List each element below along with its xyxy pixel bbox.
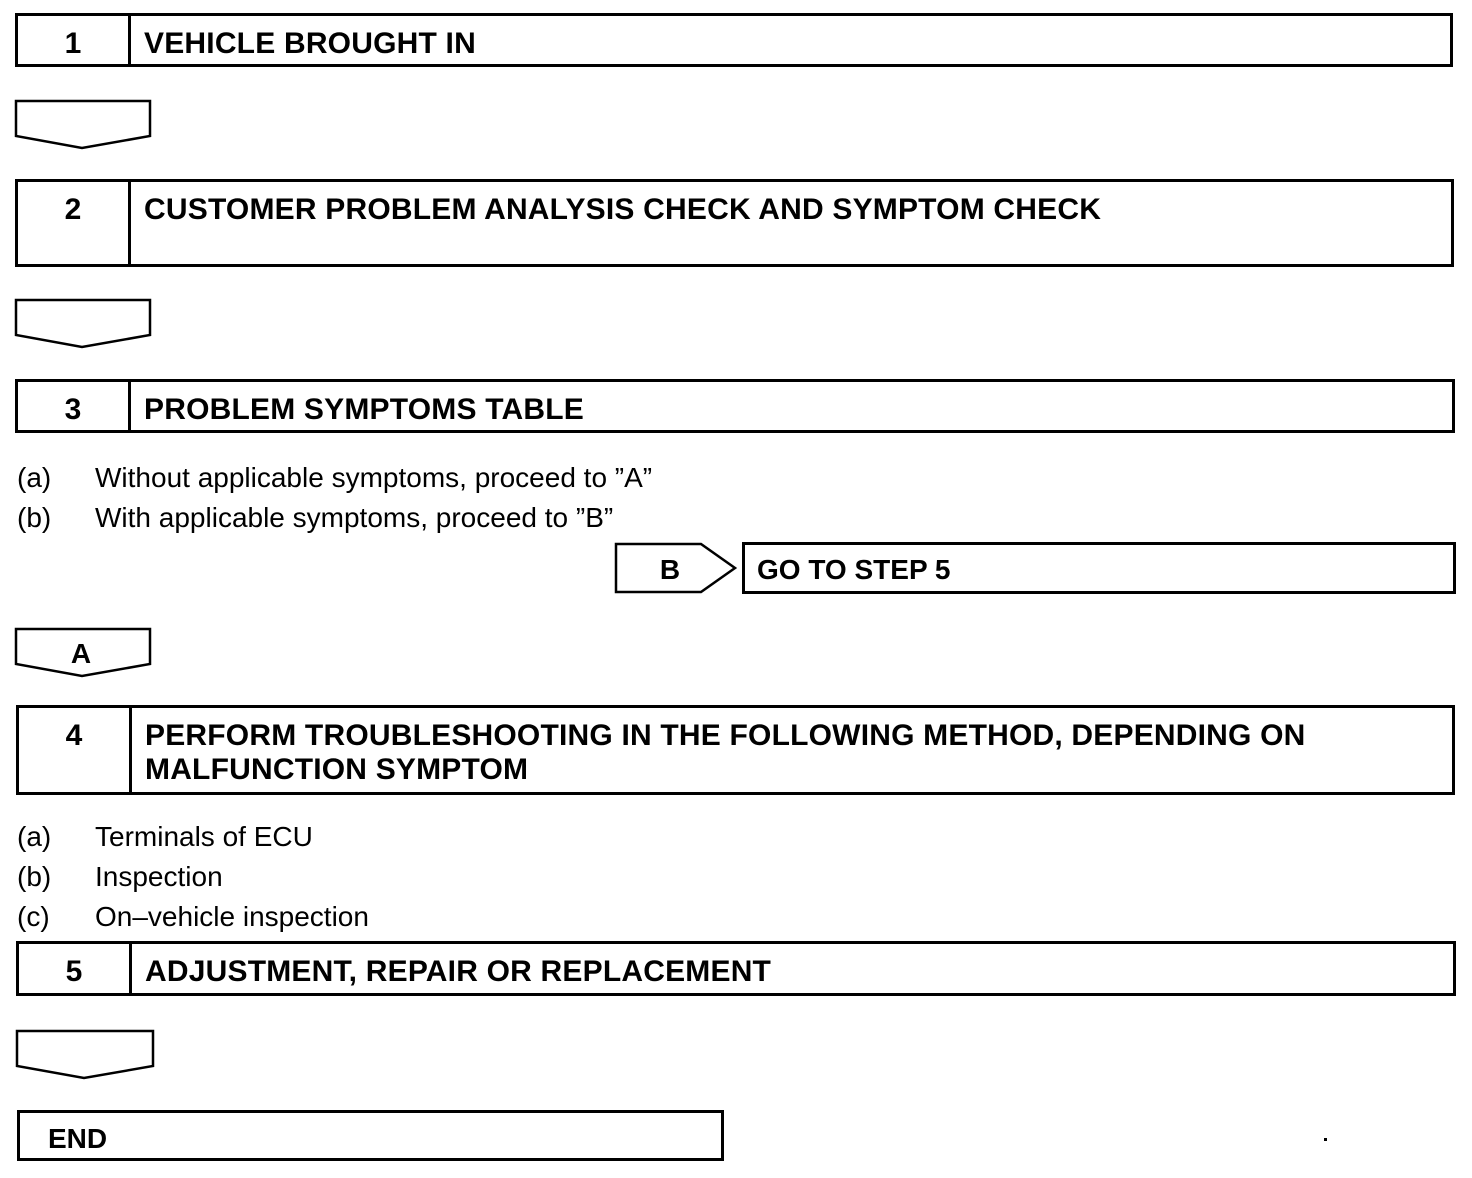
step-number: 3 <box>18 382 131 430</box>
step-3-notes <box>17 458 652 538</box>
step-title: CUSTOMER PROBLEM ANALYSIS CHECK AND SYMPTOM CHECK <box>144 193 1102 226</box>
step-number: 1 <box>18 16 131 64</box>
end-label: END <box>48 1123 108 1154</box>
note-text: Without applicable symptoms, proceed to ”A” <box>95 462 653 493</box>
step-number: 2 <box>18 182 131 264</box>
note-label: (a) <box>17 462 52 493</box>
flow-arrow-1 <box>13 98 155 152</box>
end-box <box>17 1110 724 1161</box>
branch-a-label: A <box>70 638 92 669</box>
note-text: Terminals of ECU <box>95 821 313 852</box>
branch-b-arrow <box>613 541 741 597</box>
note-label: (b) <box>17 861 52 892</box>
note-label: (a) <box>17 821 52 852</box>
step-number: 5 <box>19 944 132 993</box>
note-item <box>17 498 652 538</box>
note-label: (c) <box>17 901 50 932</box>
step-title: ADJUSTMENT, REPAIR OR REPLACEMENT <box>145 955 772 988</box>
step-4-box <box>16 705 1455 795</box>
note-item <box>17 458 652 498</box>
flow-arrow-2 <box>13 297 155 351</box>
note-item <box>17 897 369 937</box>
note-text: On–vehicle inspection <box>95 901 369 932</box>
speck-dot <box>1324 1138 1327 1141</box>
note-text: With applicable symptoms, proceed to ”B” <box>95 502 614 533</box>
note-label: (b) <box>17 502 52 533</box>
step-title: PERFORM TROUBLESHOOTING IN THE FOLLOWING METHOD, DEPENDING ON MALFUNCTION SYMPTOM <box>145 719 1306 786</box>
step-3-box <box>15 379 1455 433</box>
branch-b-label: B <box>659 554 681 585</box>
goto-step-5-box <box>742 542 1456 594</box>
note-item <box>17 857 369 897</box>
note-item <box>17 817 369 857</box>
step-title: VEHICLE BROUGHT IN <box>144 27 476 60</box>
step-number: 4 <box>19 708 132 792</box>
step-5-box <box>16 941 1456 996</box>
step-4-notes <box>17 817 369 937</box>
branch-a-arrow <box>13 626 155 680</box>
step-2-box <box>15 179 1454 267</box>
step-title: PROBLEM SYMPTOMS TABLE <box>144 393 584 426</box>
note-text: Inspection <box>95 861 223 892</box>
step-1-box <box>15 13 1453 67</box>
flow-arrow-3 <box>14 1028 158 1082</box>
goto-text: GO TO STEP 5 <box>757 554 951 585</box>
